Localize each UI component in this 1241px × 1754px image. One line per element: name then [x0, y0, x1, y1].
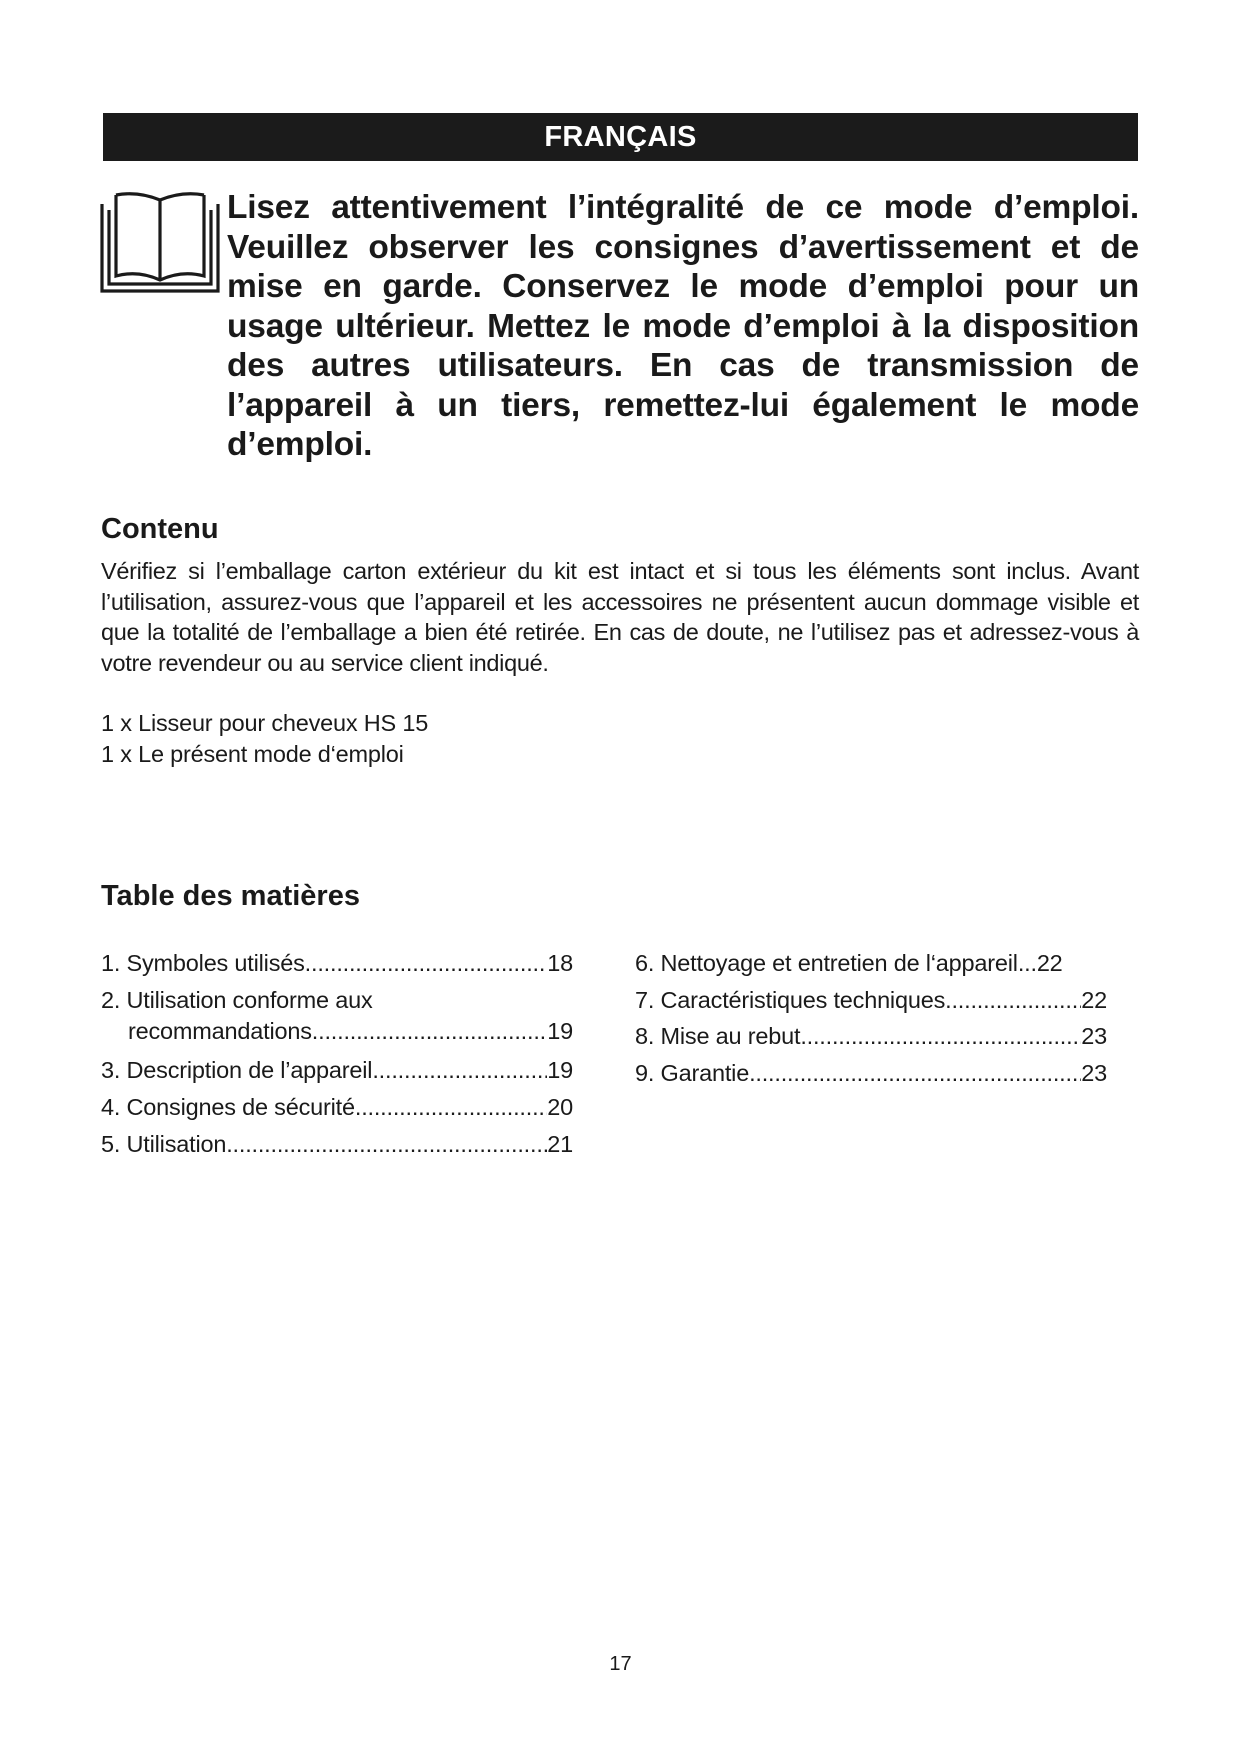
toc-entry-page: 23: [1081, 1059, 1107, 1086]
toc-entry-title: 4. Consignes de sécurité: [101, 1094, 355, 1120]
toc-entry[interactable]: [101, 1055, 573, 1092]
contenu-text: Vérifiez si l’emballage carton extérieur du kit est intact et si tous les éléments sont inclus. Avant l’utilisation, assurez-vous que l’appareil et les accessoires ne présentent aucun dommage visible et que la totalité de l’emballage a bien été retirée. En cas de doute, ne l’utilisez pas et adressez-vous à votre revendeur ou au service client indiqué.: [101, 558, 1139, 676]
toc-entry-title: 8. Mise au rebut: [635, 1023, 801, 1049]
toc-heading: Table des matières: [101, 880, 360, 912]
toc-entry-title: 6. Nettoyage et entretien de l‘appareil: [635, 950, 1018, 976]
toc-leader-dots: [355, 1092, 547, 1122]
toc-entry[interactable]: [101, 1092, 573, 1129]
toc-entry[interactable]: [635, 948, 1107, 985]
toc-left-column: [101, 948, 573, 1166]
list-item: 1 x Lisseur pour cheveux HS 15: [101, 710, 429, 736]
toc-entry-page: 21: [547, 1131, 573, 1157]
page-number: 17: [609, 1653, 632, 1675]
toc-entry-title: 3. Description de l’appareil: [101, 1057, 373, 1083]
toc-entry-page: 20: [547, 1094, 573, 1120]
toc-leader-dots: [312, 1015, 547, 1047]
toc-entry-title: 9. Garantie: [635, 1059, 750, 1086]
toc-leader-dots: [305, 948, 548, 978]
toc-entry-page: 19: [547, 1057, 573, 1083]
toc-entry-page: 19: [547, 1018, 573, 1044]
toc-leader-dots: [800, 1021, 1081, 1051]
toc-entry-title-cont: recommandations: [128, 1018, 312, 1044]
toc-entry-title: 1. Symboles utilisés: [101, 950, 305, 976]
toc-entry-page: 23: [1081, 1023, 1107, 1049]
toc-entry-page: 22: [1081, 986, 1107, 1013]
package-contents-list: [101, 708, 428, 770]
toc-leader-dots: [945, 985, 1081, 1015]
toc-entry[interactable]: [101, 948, 573, 985]
toc-entry-title: 2. Utilisation conforme aux: [101, 987, 373, 1013]
toc-entry[interactable]: [635, 1058, 1107, 1095]
toc-entry-page: 18: [547, 950, 573, 976]
toc-right-column: [635, 948, 1107, 1094]
open-book-icon: [100, 192, 220, 294]
toc-leader-dots: [226, 1129, 547, 1159]
toc-entry[interactable]: [635, 985, 1107, 1022]
toc-entry[interactable]: [101, 985, 573, 1055]
contenu-heading: Contenu: [101, 513, 219, 545]
toc-entry[interactable]: [635, 1021, 1107, 1058]
toc-leader-dots: [749, 1058, 1081, 1088]
toc-entry-title: 5. Utilisation: [101, 1131, 227, 1157]
list-item: 1 x Le présent mode d‘emploi: [101, 741, 404, 767]
toc-leader-dots: [372, 1055, 547, 1085]
toc-entry-page: ...22: [1017, 950, 1063, 976]
toc-entry-title: 7. Caractéristiques techniques: [635, 986, 946, 1013]
intro-warning-text: Lisez attentivement l’intégralité de ce mode d’emploi. Veuillez observer les consignes d’avertissement et de mise en garde. Conservez le mode d’emploi pour un usage ultérieur. Mettez le mode d’emploi à la disposition des autres utilisateurs. En cas de transmission de l’appareil à un tiers, remettez-lui également le mode d’emploi.: [227, 189, 1139, 463]
language-header: FRANÇAIS: [103, 113, 1138, 161]
toc-entry[interactable]: [101, 1129, 573, 1166]
